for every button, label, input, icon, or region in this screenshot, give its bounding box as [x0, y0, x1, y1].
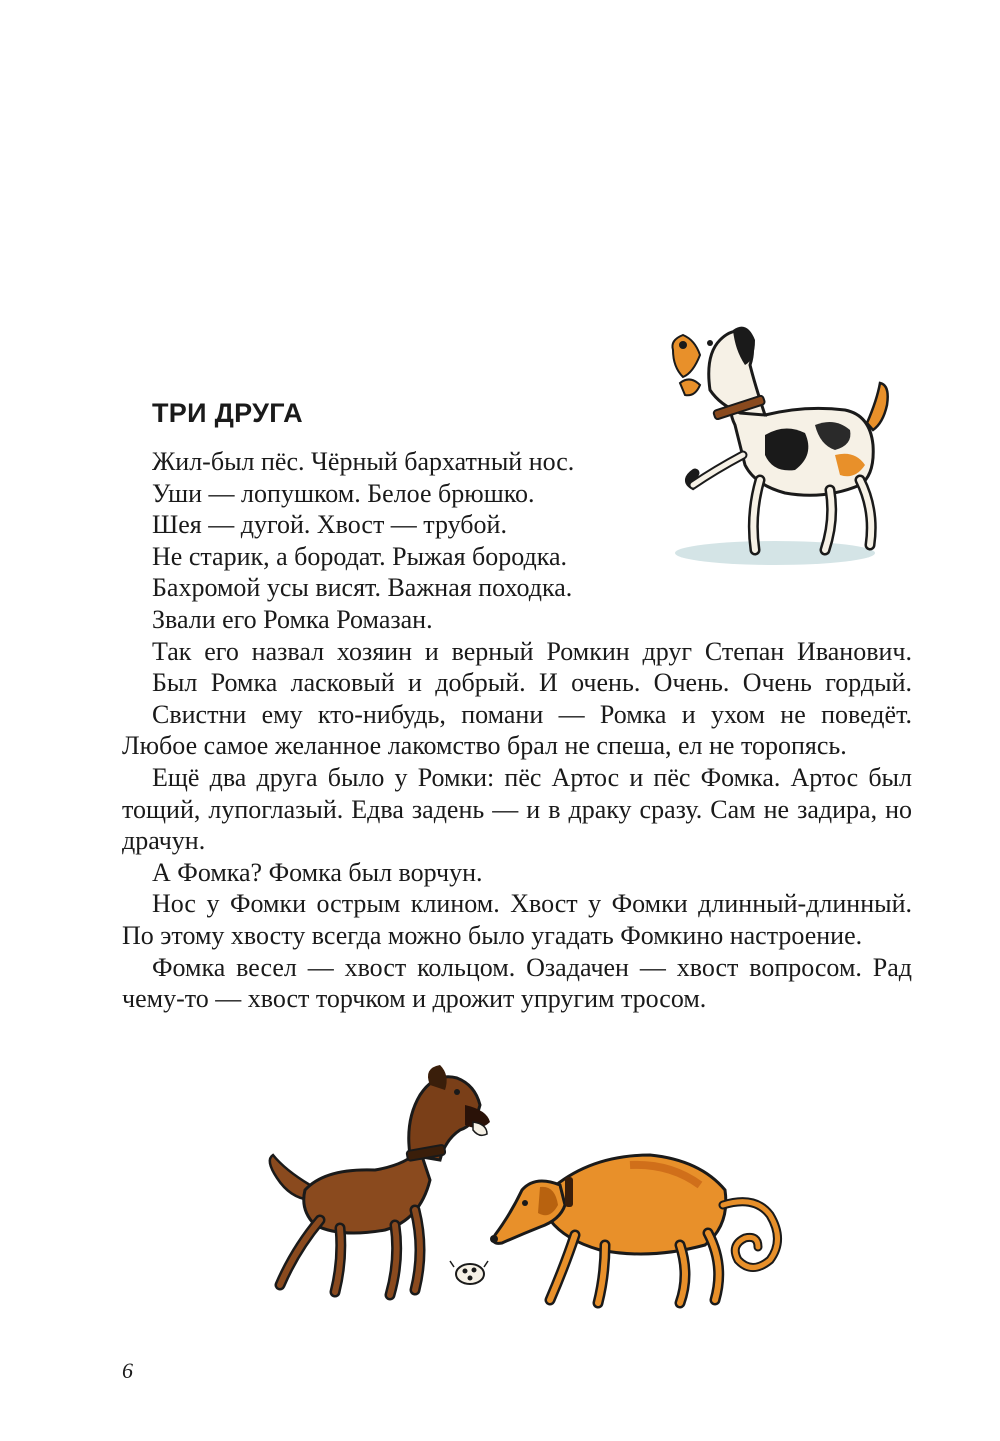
paragraph: Свистни ему кто-нибудь, помани — Ромка и ухом не поведёт. Любое самое желанное лакомство брал не спеша, ел не торопясь.: [122, 699, 912, 761]
fomka-dog-illustration: [480, 1135, 810, 1310]
paragraph: Шея — дугой. Хвост — трубой.: [152, 510, 507, 540]
paragraph: Ещё два друга было у Ромки: пёс Артос и пёс Фомка. Артос был тощий, лупоглазый. Едва задень — и в драку сразу. Сам не задира, но драчун.: [122, 762, 912, 856]
paragraph: Фомка весел — хвост кольцом. Озадачен — хвост вопросом. Рад чему-то — хвост торчком и дрожит упругим тросом.: [122, 952, 912, 1014]
paragraph: Нос у Фомки острым клином. Хвост у Фомки длинный-длинный. По этому хвосту всегда можно было угадать Фомкино настроение.: [122, 889, 912, 950]
paragraph: Так его назвал хозяин и верный Ромкин друг Степан Иванович.: [152, 636, 912, 666]
paragraph: Бахромой усы висят. Важная походка.: [152, 573, 573, 603]
paragraph: А Фомка? Фомка был ворчун.: [152, 857, 483, 887]
paragraph: Не старик, а бородат. Рыжая бородка.: [152, 541, 568, 571]
paragraph: Звали его Ромка Ромазан.: [152, 604, 433, 634]
paragraph: Был Ромка ласковый и добрый. И очень. Очень. Очень гордый.: [152, 668, 912, 698]
paragraph: Уши — лопушком. Белое брюшко.: [152, 478, 535, 508]
story-title: ТРИ ДРУГА: [152, 398, 303, 428]
page-number: 6: [122, 1358, 133, 1383]
story-text: [122, 446, 912, 1015]
paragraph: Жил-был пёс. Чёрный бархатный нос.: [152, 447, 575, 476]
